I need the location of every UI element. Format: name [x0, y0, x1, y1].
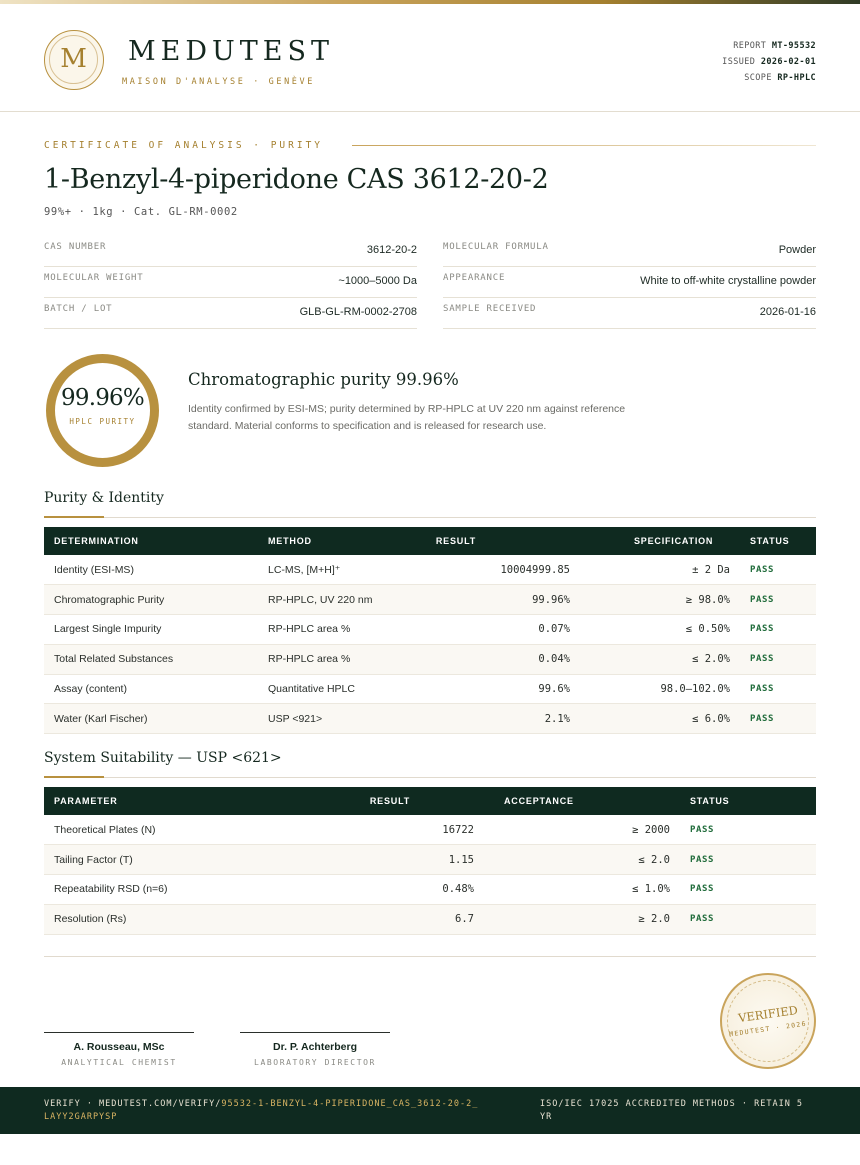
parameter-cell: Repeatability RSD (n=6) [54, 883, 168, 896]
signatory-name: Dr. P. Achterberg [272, 1041, 358, 1053]
result-cell: 0.07% [538, 623, 570, 636]
spec-cell: ≤ 6.0% [692, 712, 730, 725]
purity-ring-value: 99.96% [61, 385, 144, 411]
suitability-section-rule [44, 777, 816, 778]
report-id-label: REPORT [733, 41, 767, 51]
table-row [44, 704, 816, 734]
report-id-row [722, 38, 816, 54]
table-row [44, 674, 816, 704]
parameter-cell: Tailing Factor (T) [54, 853, 133, 866]
purity-section-title: Purity & Identity [44, 490, 164, 506]
status-badge: PASS [690, 824, 715, 835]
purity-table-header [44, 527, 816, 555]
report-id-value: MT-95532 [771, 41, 816, 51]
suitability-table [44, 787, 816, 935]
header-acceptance: ACCEPTANCE [504, 796, 574, 806]
status-badge: PASS [750, 564, 775, 575]
determination-cell: Chromatographic Purity [54, 593, 165, 606]
property-key: CAS NUMBER [44, 242, 107, 252]
purity-section-accent [44, 516, 104, 518]
property-key: APPEARANCE [443, 273, 506, 283]
purity-ring [46, 354, 159, 467]
result-cell: 99.96% [532, 593, 570, 606]
suitability-table-header [44, 787, 816, 815]
signature-director [240, 1032, 390, 1067]
property-sample-received [443, 298, 816, 329]
method-cell: USP <921> [268, 712, 323, 725]
table-row [44, 845, 816, 875]
acceptance-cell: ≤ 1.0% [632, 883, 670, 896]
header-result: RESULT [369, 796, 410, 806]
result-cell: 2.1% [544, 712, 570, 725]
determination-cell: Total Related Substances [54, 653, 174, 666]
property-value: Powder [778, 244, 816, 256]
property-value: White to off-white crystalline powder [640, 275, 816, 287]
logo-letter: M [60, 44, 87, 74]
determination-cell: Identity (ESI-MS) [54, 563, 134, 576]
header-result: RESULT [435, 536, 476, 546]
table-row [44, 904, 816, 934]
parameter-cell: Resolution (Rs) [54, 913, 127, 926]
header-status: STATUS [750, 536, 790, 546]
signature-divider [44, 956, 816, 957]
report-header [0, 4, 860, 112]
brand-name: MEDUTEST [128, 36, 334, 67]
table-row [44, 585, 816, 615]
property-value: 3612-20-2 [366, 244, 417, 256]
result-cell: 16722 [442, 823, 474, 836]
purity-description: Identity confirmed by ESI-MS; purity determined by RP-HPLC at UV 220 nm against reference standard. Material conforms to specification and is released for research use. [188, 403, 626, 432]
property-key: SAMPLE RECEIVED [443, 304, 537, 314]
product-title: 1-Benzyl-4-piperidone CAS 3612-20-2 [44, 164, 549, 195]
property-key: MOLECULAR WEIGHT [44, 273, 144, 283]
property-appearance [443, 267, 816, 298]
scope-label: SCOPE [744, 73, 772, 83]
signature-chemist [44, 1032, 194, 1067]
result-cell: 6.7 [455, 913, 474, 926]
scope-row [722, 70, 816, 86]
table-row [44, 815, 816, 845]
status-badge: PASS [690, 914, 715, 925]
brand-logo [44, 30, 104, 90]
property-batch-lot [44, 298, 417, 329]
eyebrow-divider [352, 145, 816, 146]
scope-value: RP-HPLC [777, 73, 816, 83]
brand-tagline: MAISON D'ANALYSE · GENÈVE [122, 77, 315, 87]
result-cell: 10004999.85 [500, 563, 570, 576]
status-badge: PASS [750, 654, 775, 665]
suitability-section-accent [44, 776, 104, 778]
method-cell: LC-MS, [M+H]⁺ [268, 563, 341, 576]
spec-cell: ± 2 Da [692, 563, 730, 576]
verify-link[interactable] [44, 1098, 484, 1124]
table-row [44, 555, 816, 585]
stamp-title: VERIFIED [737, 1002, 799, 1026]
spec-cell: ≤ 0.50% [685, 623, 730, 636]
report-meta [722, 38, 816, 86]
status-badge: PASS [750, 594, 775, 605]
purity-headline: Chromatographic purity 99.96% [188, 370, 459, 389]
suitability-section-title: System Suitability — USP <621> [44, 750, 282, 766]
signatory-name: A. Rousseau, MSc [73, 1041, 165, 1053]
verified-stamp [720, 973, 816, 1069]
stamp-subtitle: MEDUTEST · 2026 [728, 1019, 808, 1039]
report-footer [0, 1087, 860, 1134]
accreditation-note: ISO/IEC 17025 ACCREDITED METHODS · RETAIN 5 YR [540, 1099, 804, 1122]
header-parameter: PARAMETER [54, 796, 118, 806]
status-badge: PASS [750, 624, 775, 635]
result-cell: 1.15 [448, 853, 474, 866]
spec-cell: ≤ 2.0% [692, 653, 730, 666]
parameter-cell: Theoretical Plates (N) [54, 823, 156, 836]
acceptance-cell: ≥ 2.0 [638, 913, 670, 926]
issued-value: 2026-02-01 [760, 57, 816, 67]
method-cell: RP-HPLC, UV 220 nm [268, 593, 373, 606]
signatory-role: LABORATORY DIRECTOR [254, 1058, 376, 1067]
result-cell: 0.04% [538, 653, 570, 666]
result-cell: 0.48% [442, 883, 474, 896]
acceptance-cell: ≥ 2000 [632, 823, 670, 836]
signatory-role: ANALYTICAL CHEMIST [61, 1058, 177, 1067]
property-molecular-formula [443, 236, 816, 267]
property-key: MOLECULAR FORMULA [443, 242, 549, 252]
status-badge: PASS [690, 854, 715, 865]
status-badge: PASS [750, 684, 775, 695]
result-cell: 99.6% [538, 683, 570, 696]
header-determination: DETERMINATION [54, 536, 139, 546]
property-key: BATCH / LOT [44, 304, 113, 314]
purity-section-rule [44, 517, 816, 518]
issued-row [722, 54, 816, 70]
verify-path: 95532-1-BENZYL-4-PIPERIDONE_CAS_3612-20-2_LAYY2GARPYSP [44, 1099, 479, 1122]
table-row [44, 615, 816, 645]
property-value: GLB-GL-RM-0002-2708 [299, 306, 417, 318]
determination-cell: Water (Karl Fischer) [54, 712, 148, 725]
determination-cell: Largest Single Impurity [54, 623, 162, 636]
header-status: STATUS [690, 796, 730, 806]
purity-ring-label: HPLC PURITY [69, 417, 136, 426]
issued-label: ISSUED [722, 57, 756, 67]
property-value: ~1000–5000 Da [338, 275, 417, 287]
property-value: 2026-01-16 [759, 306, 816, 318]
verify-prefix: VERIFY · MEDUTEST.COM/VERIFY/ [44, 1099, 222, 1109]
determination-cell: Assay (content) [54, 683, 127, 696]
acceptance-cell: ≤ 2.0 [638, 853, 670, 866]
spec-cell: 98.0–102.0% [660, 683, 730, 696]
status-badge: PASS [750, 713, 775, 724]
method-cell: RP-HPLC area % [268, 623, 351, 636]
table-row [44, 875, 816, 905]
method-cell: Quantitative HPLC [268, 683, 355, 696]
purity-table [44, 527, 816, 734]
method-cell: RP-HPLC area % [268, 653, 351, 666]
status-badge: PASS [690, 884, 715, 895]
product-subline: 99%+ · 1kg · Cat. GL-RM-0002 [44, 206, 238, 218]
table-row [44, 644, 816, 674]
certificate-eyebrow: CERTIFICATE OF ANALYSIS · PURITY [44, 140, 324, 151]
header-specification: SPECIFICATION [634, 536, 714, 546]
header-method: METHOD [268, 536, 312, 546]
property-molecular-weight [44, 267, 417, 298]
spec-cell: ≥ 98.0% [685, 593, 730, 606]
property-cas-number [44, 236, 417, 267]
